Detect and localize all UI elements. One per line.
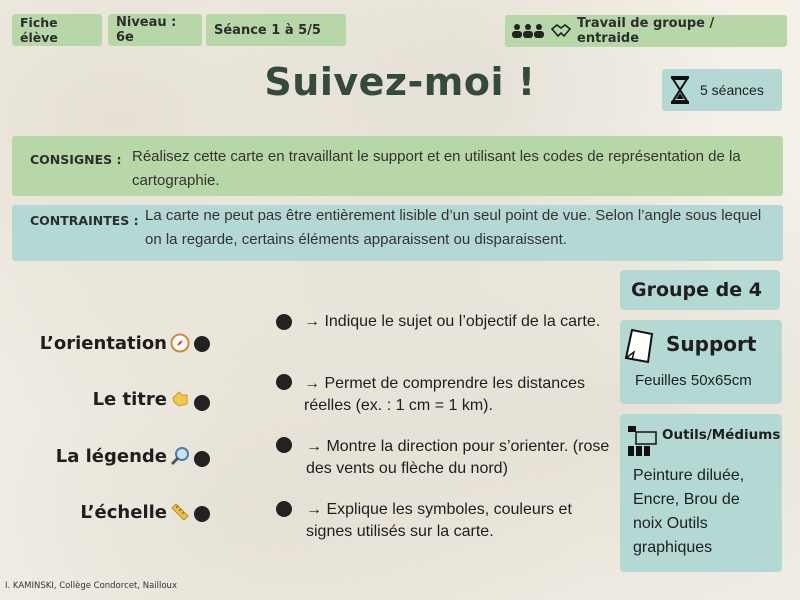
fiche-label: Fiche élève xyxy=(20,15,58,45)
niveau-tag xyxy=(108,14,202,46)
outils-text: Peinture diluée, Encre, Brou de noix Outils graphiques xyxy=(633,467,745,556)
pointing-hand-icon xyxy=(170,389,190,409)
seance-label: Séance 1 à 5/5 xyxy=(214,22,321,38)
author-credit: I. KAMINSKI, Collège Condorcet, Nailloux xyxy=(5,581,177,591)
niveau-label: Niveau : 6e xyxy=(116,15,177,45)
sessions-label: 5 séances xyxy=(700,82,764,98)
definition-2: → Permet de comprendre les distances réelles (ex. : 1 cm = 1 km). xyxy=(304,375,586,414)
consignes-label: CONSIGNES : xyxy=(30,152,122,167)
term-legende: La légende xyxy=(20,443,190,469)
consignes-block xyxy=(12,136,783,196)
paper-icon xyxy=(624,328,660,364)
term-dot-2 xyxy=(194,395,210,411)
sessions-box xyxy=(662,69,782,111)
group-people-icon xyxy=(511,23,545,39)
outils-card xyxy=(620,414,782,572)
groupe-label: Groupe de 4 xyxy=(631,279,762,301)
fiche-tag xyxy=(12,14,102,46)
definition-1: → Indique le sujet ou l’objectif de la carte. xyxy=(304,313,601,330)
support-card xyxy=(620,320,782,404)
definition-3: → Montre la direction pour s’orienter. (rose des vents ou flèche du nord) xyxy=(306,438,610,477)
seance-tag xyxy=(206,14,346,46)
tools-icon xyxy=(626,424,658,458)
support-title: Support xyxy=(666,332,757,356)
definition-4: → Explique les symboles, couleurs et signes utilisés sur la carte. xyxy=(306,501,572,540)
contraintes-block xyxy=(12,205,783,261)
term-titre: Le titre xyxy=(20,386,190,412)
def-dot-4 xyxy=(276,501,292,517)
page-title: Suivez-moi ! xyxy=(264,60,536,104)
outils-title: Outils/Médiums xyxy=(662,427,781,443)
groupe-card xyxy=(620,270,780,310)
term-dot-4 xyxy=(194,506,210,522)
consignes-text: Réalisez cette carte en travaillant le support et en utilisant les codes de représentation de la cartographie. xyxy=(132,148,741,189)
support-text: Feuilles 50x65cm xyxy=(635,372,752,389)
contraintes-label: CONTRAINTES : xyxy=(30,213,139,228)
term-dot-1 xyxy=(194,336,210,352)
magnifier-icon xyxy=(170,446,190,466)
term-echelle: L’échelle xyxy=(20,499,190,525)
def-dot-1 xyxy=(276,314,292,330)
def-dot-3 xyxy=(276,437,292,453)
compass-icon xyxy=(170,333,190,353)
travail-label: Travail de groupe / entraide xyxy=(577,16,715,46)
ruler-icon xyxy=(170,502,190,522)
term-dot-3 xyxy=(194,451,210,467)
contraintes-text: La carte ne peut pas être entièrement lisible d’un seul point de vue. Selon l’angle sous lequel on la regarde, certains éléments apparaissent ou disparaissent. xyxy=(145,207,762,248)
travail-tag xyxy=(505,15,787,47)
def-dot-2 xyxy=(276,374,292,390)
handshake-icon xyxy=(551,23,571,39)
term-orientation: L’orientation xyxy=(20,330,190,356)
hourglass-icon xyxy=(670,75,690,105)
